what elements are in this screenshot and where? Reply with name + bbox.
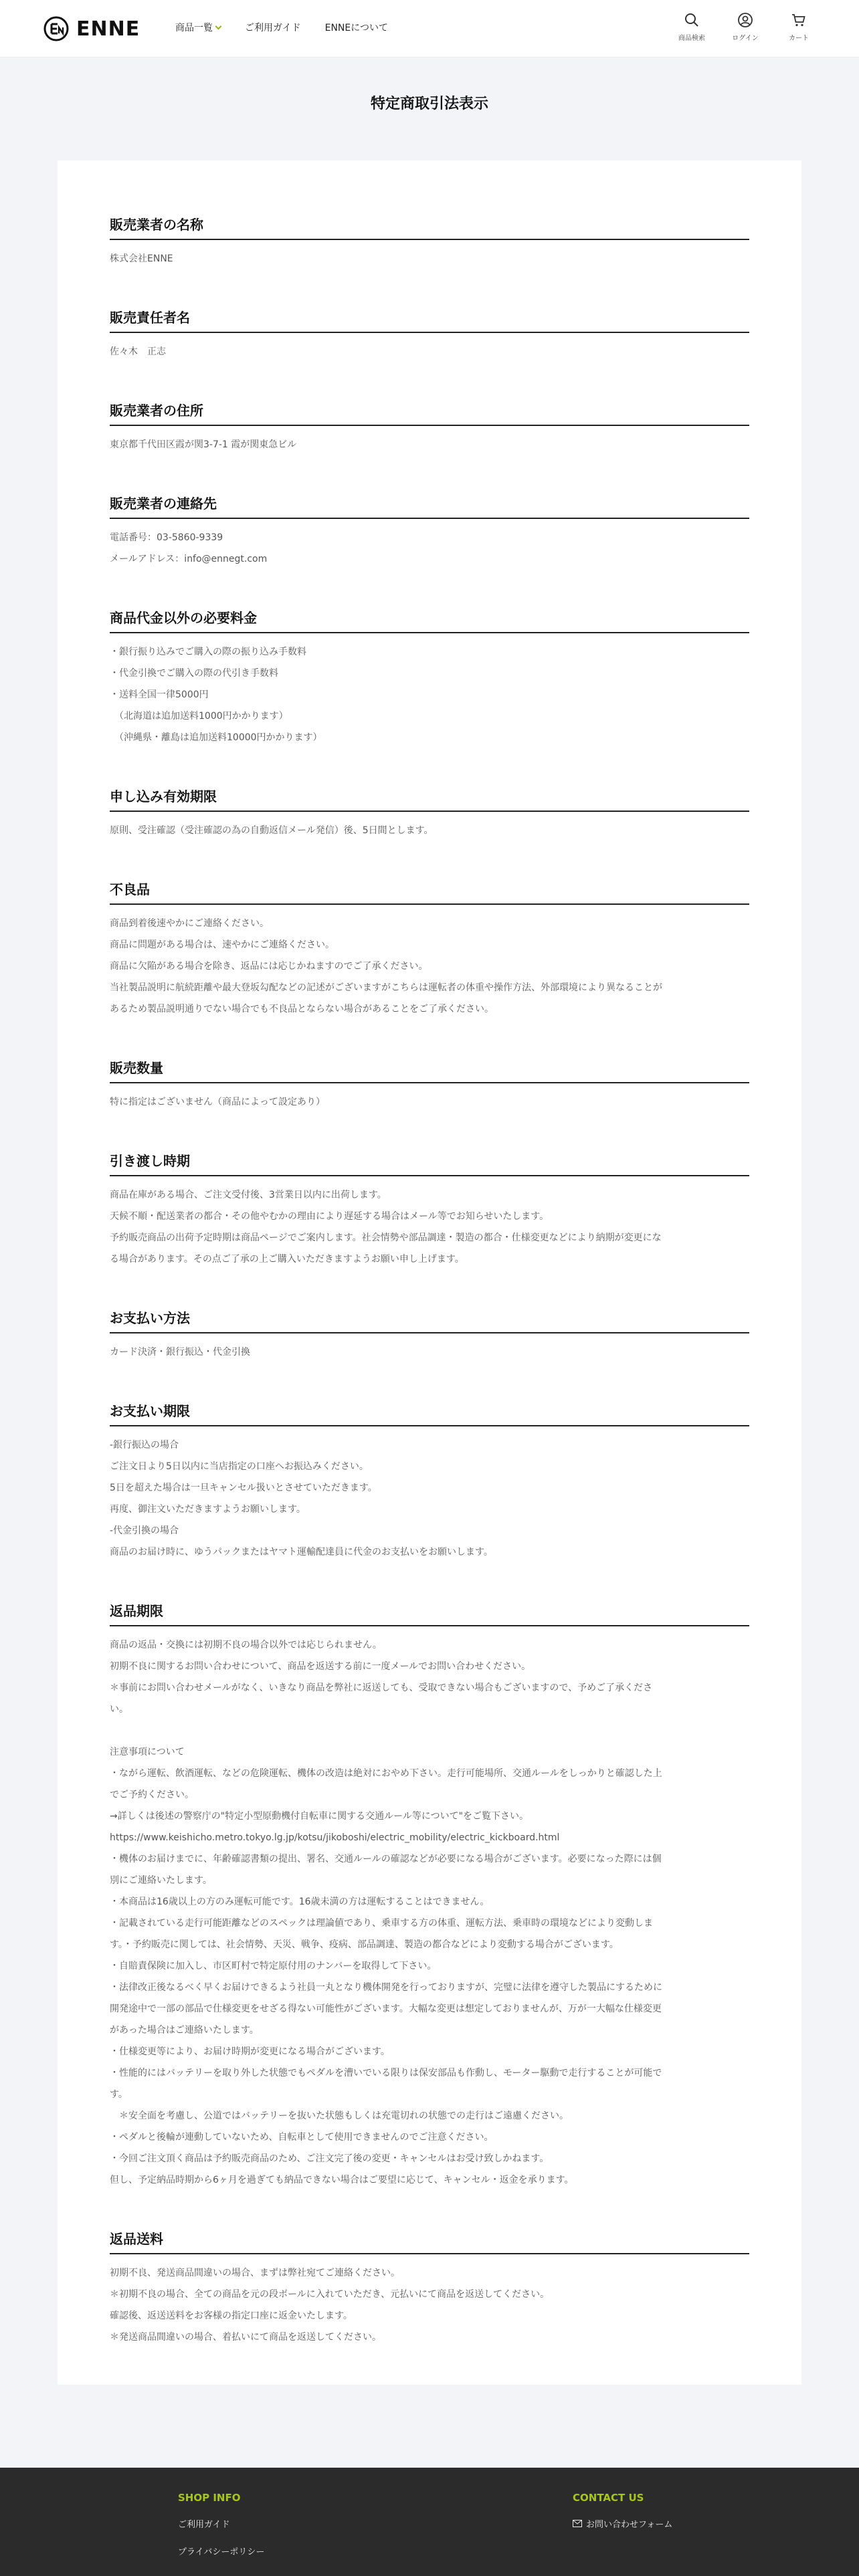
legal-section [110, 1600, 749, 2191]
section-text-line: ・代金引換でご購入の際の代引き手数料 [110, 668, 278, 679]
section-text-line: 特に指定はございません（商品によって設定あり） [110, 1097, 325, 1107]
section-text-line: 商品の返品・交換には初期不良の場合以外では応じられません。 [110, 1640, 382, 1650]
section-text-line: 初期不良に関するお問い合わせについて、商品を返送する前に一度メールでお問い合わせください。 [110, 1661, 531, 1672]
section-heading: お支払い期限 [110, 1400, 749, 1426]
section-heading: お支払い方法 [110, 1307, 749, 1333]
section-text-line: ・性能的にはバッテリーを取り外した状態でもペダルを漕いでいる限りは保安部品も作動し、モーター駆動で走行することが可能で [110, 2068, 662, 2078]
section-heading: 販売責任者名 [110, 307, 749, 333]
legal-section [110, 493, 749, 570]
section-text-line: 東京都千代田区霞が関3-7-1 霞が関東急ビル [110, 439, 297, 450]
section-text-line: ・記載されている走行可能距離などのスペックは理論値であり、乗車する方の体重、運転方法、乗車時の環境などにより変動しま [110, 1918, 653, 1929]
section-text-line: （北海道は追加送料1000円かかります） [110, 711, 288, 722]
section-heading: 販売業者の連絡先 [110, 493, 749, 519]
section-text-line: 株式会社ENNE [110, 253, 173, 264]
section-text-line: す。・予約販売に関しては、社会情勢、天災、戦争、疫病、部品調達、製造の都合などにより変動する場合がございます。 [110, 1939, 619, 1950]
page-title: 特定商取引法表示 [370, 96, 488, 112]
section-text-line: →詳しくは後述の警察庁の"特定小型原動機付自転車に関する交通ルール等について"をご覧下さい。 [110, 1811, 529, 1822]
user-icon [737, 12, 753, 28]
section-text-line: 注意事項について [110, 1747, 185, 1757]
section-text-line: 当社製品説明に航続距離や最大登坂勾配などの記述がございますがこちらは運転者の体重や操作方法、外部環境により異なることが [110, 982, 662, 993]
nav-item-products[interactable] [175, 21, 221, 34]
section-text-line: 商品在庫がある場合、ご注文受付後、3営業日以内に出荷します。 [110, 1190, 387, 1200]
section-text-line: 初期不良、発送商品間違いの場合、まずは弊社宛てご連絡ください。 [110, 2268, 400, 2278]
section-text-line: 天候不順・配送業者の都合・その他やむかの理由により遅延する場合はメール等でお知らせいたします。 [110, 1211, 549, 1222]
footer-link-contact-form[interactable] [573, 2517, 672, 2530]
section-text-line: 商品に欠陥がある場合を除き、返品には応じかねますのでご了承ください。 [110, 961, 428, 972]
nav-item-guide[interactable]: ご利用ガイド [245, 23, 301, 33]
chevron-down-icon [215, 23, 222, 30]
legal-section [110, 607, 749, 748]
legal-section [110, 214, 749, 270]
section-text-line: ・ペダルと後輪が連動していないため、自転車として使用できませんのでご注意ください。 [110, 2132, 494, 2143]
section-text-line: https://www.keishicho.metro.tokyo.lg.jp/kotsu/jikoboshi/electric_mobility/electric_kickboard.html [110, 1832, 560, 1843]
search-button[interactable] [674, 12, 709, 42]
section-text-line: る場合があります。その点ご了承の上ご購入いただきますようお願い申し上げます。 [110, 1254, 464, 1265]
section-text-line: があった場合はご連絡いたします。 [110, 2025, 259, 2036]
login-label: ログイン [732, 35, 759, 42]
section-heading: 販売数量 [110, 1057, 749, 1083]
logo[interactable] [43, 13, 140, 44]
header-icons [674, 12, 816, 42]
legal-sections [110, 214, 749, 2385]
legal-section [110, 786, 749, 841]
search-icon [684, 12, 700, 28]
section-text-line: ・送料全国一律5000円 [110, 689, 209, 700]
section-heading: 引き渡し時期 [110, 1150, 749, 1176]
section-text-line: メールアドレス：info@ennegt.com [110, 554, 268, 564]
mail-icon [573, 2520, 582, 2527]
section-text-line: 別にご連絡いたします。 [110, 1875, 212, 1886]
section-text-line: 電話番号：03-5860-9339 [110, 532, 223, 543]
footer-link-contact-form-label: お問い合わせフォーム [586, 2520, 673, 2530]
section-text-line: 但し、予定納品時期から6ヶ月を過ぎても納品できない場合はご要望に応じて、キャンセル・返金を承ります。 [110, 2175, 574, 2185]
login-button[interactable] [728, 12, 763, 42]
footer-shop-info [178, 2492, 264, 2572]
section-text-line: 開発途中で一部の部品で仕様変更をせざる得ない可能性がございます。大幅な変更は想定しておりませんが、万が一大幅な仕様変更 [110, 2004, 662, 2014]
legal-section [110, 1400, 749, 1563]
cart-icon [791, 12, 807, 28]
section-text-line: ・自賠責保険に加入し、市区町村で特定原付用のナンバーを取得して下さい。 [110, 1961, 437, 1971]
content-card [58, 160, 801, 2385]
cart-label: カート [789, 35, 809, 42]
section-text-line: 佐々木 正志 [110, 346, 166, 357]
footer-contact-heading: CONTACT US [573, 2492, 644, 2504]
legal-section [110, 307, 749, 362]
section-text-line: す。 [110, 2089, 128, 2100]
section-heading: 商品代金以外の必要料金 [110, 607, 749, 633]
section-text-line: 5日を超えた場合は一旦キャンセル扱いとさせていただきます。 [110, 1483, 377, 1493]
section-text-line: -銀行振込の場合 [110, 1440, 179, 1451]
legal-section [110, 2228, 749, 2348]
section-text-line: 商品到着後速やかにご連絡ください。 [110, 918, 269, 929]
section-text-line: -代金引換の場合 [110, 1525, 179, 1536]
footer-shop-info-heading: SHOP INFO [178, 2492, 241, 2504]
footer-link-privacy[interactable]: プライバシーポリシー [178, 2547, 265, 2557]
section-text-line: 商品に問題がある場合は、速やかにご連絡ください。 [110, 940, 335, 950]
legal-section [110, 879, 749, 1020]
section-heading: 販売業者の住所 [110, 400, 749, 426]
section-text-line: 商品のお届け時に、ゆうパックまたはヤマト運輸配達員に代金のお支払いをお願いします。 [110, 1547, 493, 1558]
site-header [0, 0, 859, 58]
section-text-line: あるため製品説明通りでない場合でも不良品とならない場合があることをご了承ください。 [110, 1004, 494, 1014]
global-nav [175, 21, 388, 34]
enne-logo-mark-icon [43, 15, 70, 42]
legal-section [110, 1150, 749, 1270]
footer-contact [573, 2492, 672, 2545]
nav-item-label: 商品一覧 [175, 23, 213, 33]
section-text-line: 予約販売商品の出荷予定時期は商品ページでご案内します。社会情勢や部品調達・製造の都合・仕様変更などにより納期が変更にな [110, 1232, 662, 1243]
section-heading: 返品期限 [110, 1600, 749, 1626]
section-text-line: ・本商品は16歳以上の方のみ運転可能です。16歳未満の方は運転することはできません。 [110, 1897, 490, 1907]
section-heading: 販売業者の名称 [110, 214, 749, 240]
section-text-line: ＊安全面を考慮し、公道ではバッテリーを抜いた状態もしくは充電切れの状態での走行はご遠慮ください。 [110, 2111, 569, 2121]
section-text-line: カード決済・銀行振込・代金引換 [110, 1347, 250, 1358]
section-text-line: ・今回ご注文頂く商品は予約販売商品のため、ご注文完了後の変更・キャンセルはお受け致しかねます。 [110, 2153, 549, 2164]
section-text-line: ・銀行振り込みでご購入の際の振り込み手数料 [110, 647, 306, 657]
section-text-line: でご予約ください。 [110, 1790, 194, 1800]
section-text-line: ・法律改正後なるべく早くお届けできるよう社員一丸となり機体開発を行っておりますが、完璧に法律を遵守した製品にするために [110, 1982, 662, 1993]
section-text-line: 確認後、返送送料をお客様の指定口座に返金いたします。 [110, 2311, 353, 2321]
section-text-line: 原則、受注確認（受注確認の為の自動返信メール発信）後、5日間とします。 [110, 825, 434, 836]
site-footer [0, 2468, 859, 2576]
legal-section [110, 400, 749, 455]
section-text-line: 再度、御注文いただきますようお願いします。 [110, 1504, 306, 1515]
nav-item-about[interactable]: ENNEについて [324, 23, 388, 33]
section-text-line: ＊事前にお問い合わせメールがなく、いきなり商品を弊社に返送しても、受取できない場合もございますので、予めご了承くださ [110, 1683, 653, 1693]
logo-text: ENNE [76, 17, 140, 41]
footer-link-guide[interactable]: ご利用ガイド [178, 2520, 230, 2530]
section-heading: 返品送料 [110, 2228, 749, 2254]
search-label: 商品検索 [678, 35, 705, 42]
section-text-line: ・機体のお届けまでに、年齢確認書類の提出、署名、交通ルールの確認などが必要になる場合がございます。必要になった際には個 [110, 1854, 662, 1864]
section-text-line: ＊発送商品間違いの場合、着払いにて商品を返送してください。 [110, 2332, 381, 2343]
section-text-line: ・ながら運転、飲酒運転、などの危険運転、機体の改造は絶対におやめ下さい。走行可能場所、交通ルールをしっかりと確認した上 [110, 1768, 662, 1779]
legal-section [110, 1307, 749, 1363]
section-heading: 申し込み有効期限 [110, 786, 749, 812]
legal-section [110, 1057, 749, 1113]
section-text-line: （沖縄県・離島は追加送料10000円かかります） [110, 732, 322, 743]
cart-button[interactable] [781, 12, 816, 42]
section-text-line: い。 [110, 1704, 128, 1715]
section-text-line: ＊初期不良の場合、全ての商品を元の段ボールに入れていただき、元払いにて商品を返送してください。 [110, 2289, 550, 2300]
section-heading: 不良品 [110, 879, 749, 905]
section-text-line: ご注文日より5日以内に当店指定の口座へお振込みください。 [110, 1461, 369, 1472]
section-text-line [110, 1720, 749, 1741]
section-text-line: ・仕様変更等により、お届け時期が変更になる場合がございます。 [110, 2046, 390, 2057]
